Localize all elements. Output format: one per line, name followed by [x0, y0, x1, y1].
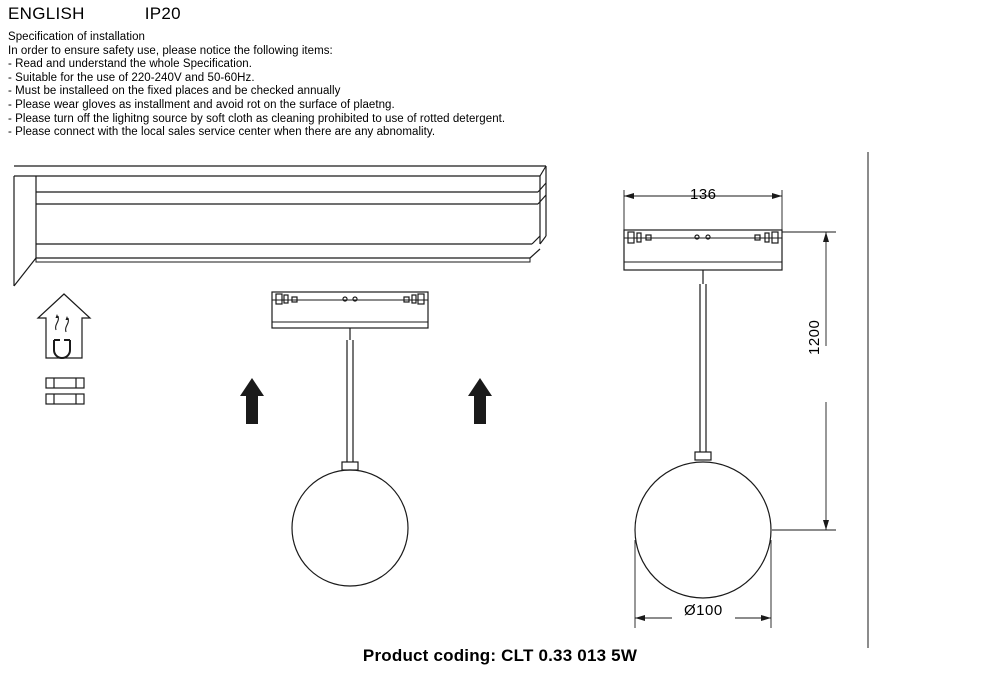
- dimension-label-width: 136: [690, 186, 717, 203]
- product-coding-label: Product coding: CLT 0.33 013 5W: [362, 646, 638, 665]
- spec-title: Specification of installation: [8, 31, 145, 43]
- dimension-label-diameter: Ø100: [684, 602, 723, 619]
- spec-item: - Please wear gloves as installment and avoid rot on the surface of plaetng.: [8, 98, 395, 111]
- track-rail-drawing: [14, 166, 546, 286]
- spec-item: - Please turn off the lighitng source by soft cloth as cleaning prohibited to use of rotted detergent.: [8, 112, 506, 125]
- dimension-height-1200: [772, 232, 836, 530]
- dimension-label-height: 1200: [806, 319, 823, 355]
- language-label: ENGLISH: [8, 4, 85, 23]
- spec-item: - Please connect with the local sales service center when there are any abnomality.: [8, 126, 436, 139]
- pendant-lamp-left: [272, 292, 428, 586]
- pendant-lamp-front-view: [624, 230, 782, 598]
- spec-item: - Suitable for the use of 220-240V and 50-60Hz.: [8, 71, 255, 84]
- spec-intro: In order to ensure safety use, please notice the following items:: [8, 44, 333, 57]
- ip-rating-label: IP20: [144, 4, 181, 23]
- install-direction-arrows: [240, 378, 492, 424]
- spec-item: - Read and understand the whole Specification.: [8, 58, 252, 71]
- spec-item: - Must be installeed on the fixed places and be checked annually: [8, 85, 341, 98]
- magnet-warning-icon: [38, 294, 90, 404]
